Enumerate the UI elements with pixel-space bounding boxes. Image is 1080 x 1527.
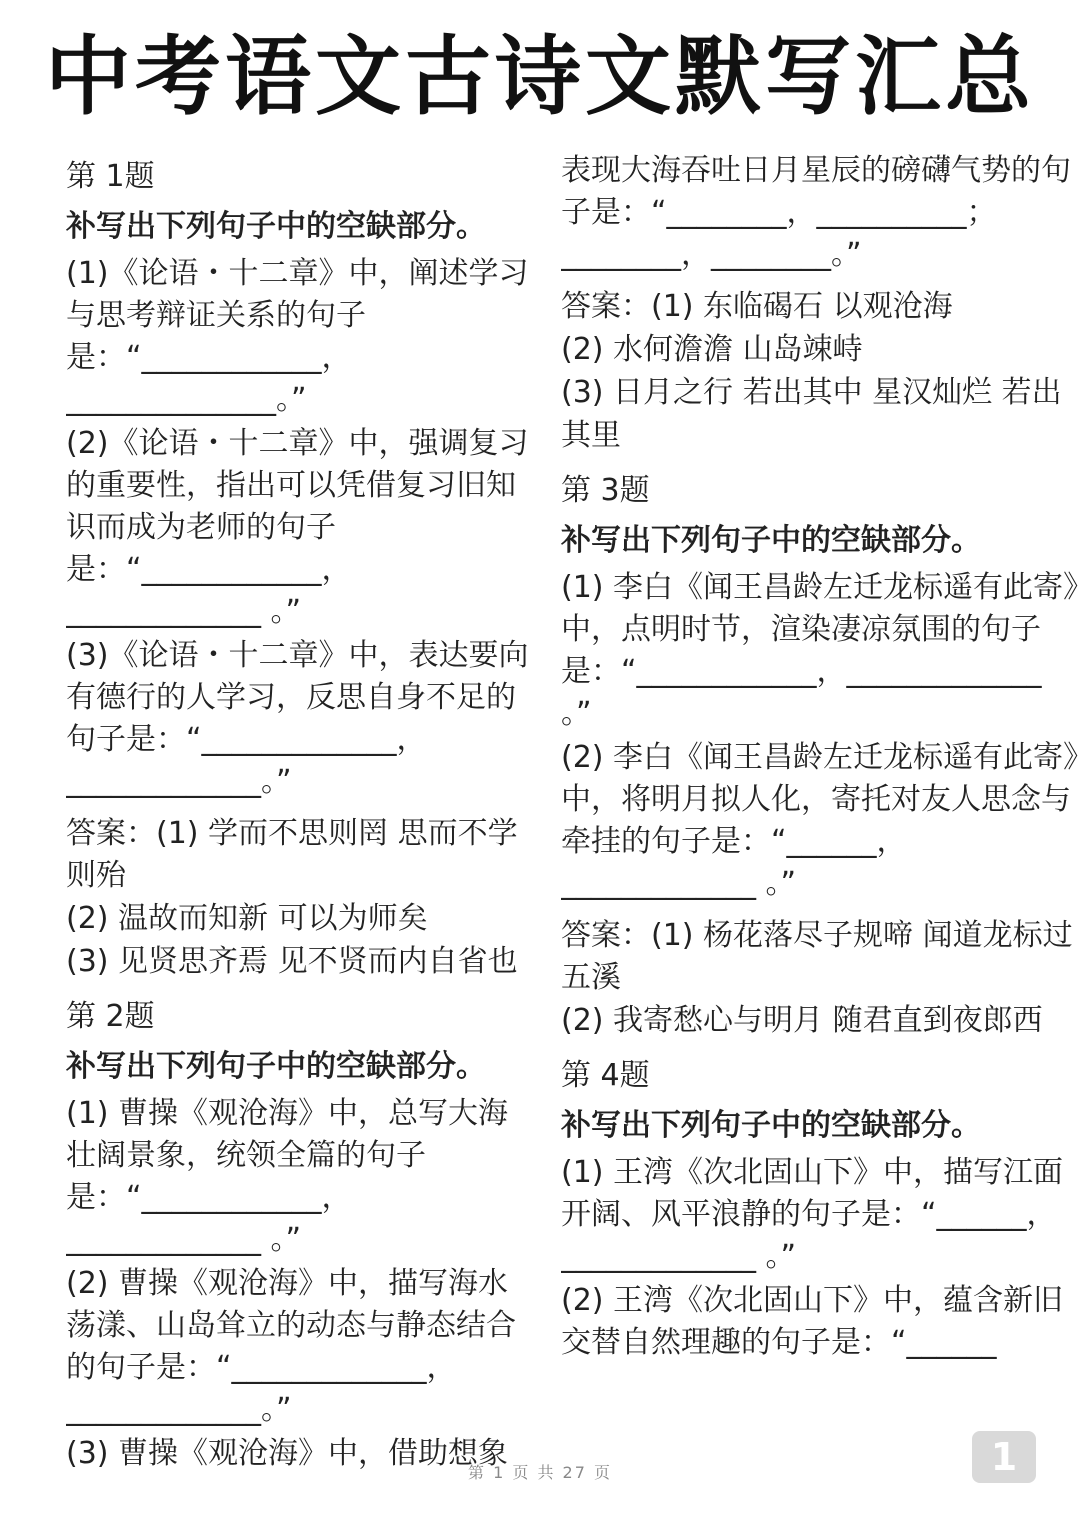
question-heading: 第 2题 — [66, 999, 155, 1034]
answer-line: (2) 我寄愁心与明月 随君直到夜郎西 — [561, 1003, 1043, 1038]
question-instruction: 补写出下列句子中的空缺部分。 — [561, 1108, 981, 1143]
question-item: (1) 王湾《次北固山下》中，描写江面开阔、风平浪静的句子是：“______，_____________ 。” — [561, 1155, 1064, 1274]
page-number-badge[interactable]: 1 — [972, 1431, 1036, 1483]
page-footer: 第 1 页 共 27 页 — [468, 1463, 612, 1482]
answer-line: 答案：(1) 杨花落尽子规啼 闻道龙标过五溪 — [561, 918, 1073, 995]
question-heading: 第 3题 — [561, 473, 650, 508]
question-item: (2) 李白《闻王昌龄左迁龙标遥有此寄》中，将明月拟人化，寄托对友人思念与牵挂的句子是：“______，_____________ 。” — [561, 740, 1079, 901]
answer-line: (3) 见贤思齐焉 见不贤而内自省也 — [66, 944, 518, 979]
question-item: 表现大海吞吐日月星辰的磅礴气势的句子是：“________，__________；________，________。” — [561, 153, 1071, 272]
question-item: (3) 曹操《观沧海》中，借助想象 — [66, 1436, 509, 1471]
question-instruction: 补写出下列句子中的空缺部分。 — [561, 523, 981, 558]
document-title: 中考语文古诗文默写汇总 — [45, 27, 1035, 127]
answer-line: (2) 水何澹澹 山岛竦峙 — [561, 332, 863, 367]
right-column — [561, 150, 1080, 1366]
answer-line: (3) 日月之行 若出其中 星汉灿烂 若出其里 — [561, 375, 1062, 453]
question-item: (2)《论语・十二章》中，强调复习的重要性，指出可以凭借复习旧知识而成为老师的句子是：“____________，_____________ 。” — [66, 426, 529, 629]
question-item: (2) 曹操《观沧海》中，描写海水荡漾、山岛耸立的动态与静态结合的句子是：“_____________，_____________。” — [66, 1266, 516, 1427]
left-column — [66, 155, 536, 1477]
question-heading: 第 1题 — [66, 159, 155, 194]
question-item: (2) 王湾《次北固山下》中，蕴含新旧交替自然理趣的句子是：“______ — [561, 1283, 1064, 1360]
question-item: (1)《论语・十二章》中，阐述学习与思考辩证关系的句子是：“____________，______________。” — [66, 256, 529, 417]
question-item: (1) 李白《闻王昌龄左迁龙标遥有此寄》中，点明时节，渲染凄凉氛围的句子是：“____________，_____________ 。” — [561, 570, 1079, 731]
question-instruction: 补写出下列句子中的空缺部分。 — [66, 209, 486, 244]
answer-line: 答案：(1) 学而不思则罔 思而不学则殆 — [66, 816, 518, 893]
question-instruction: 补写出下列句子中的空缺部分。 — [66, 1049, 486, 1084]
answer-line: (2) 温故而知新 可以为师矣 — [66, 901, 428, 936]
question-heading: 第 4题 — [561, 1058, 650, 1093]
question-item: (3)《论语・十二章》中，表达要向有德行的人学习，反思自身不足的句子是：“_____________，_____________。” — [66, 638, 529, 799]
question-item: (1) 曹操《观沧海》中，总写大海壮阔景象，统领全篇的句子是：“____________，_____________ 。” — [66, 1096, 509, 1257]
answer-line: 答案：(1) 东临碣石 以观沧海 — [561, 289, 953, 324]
